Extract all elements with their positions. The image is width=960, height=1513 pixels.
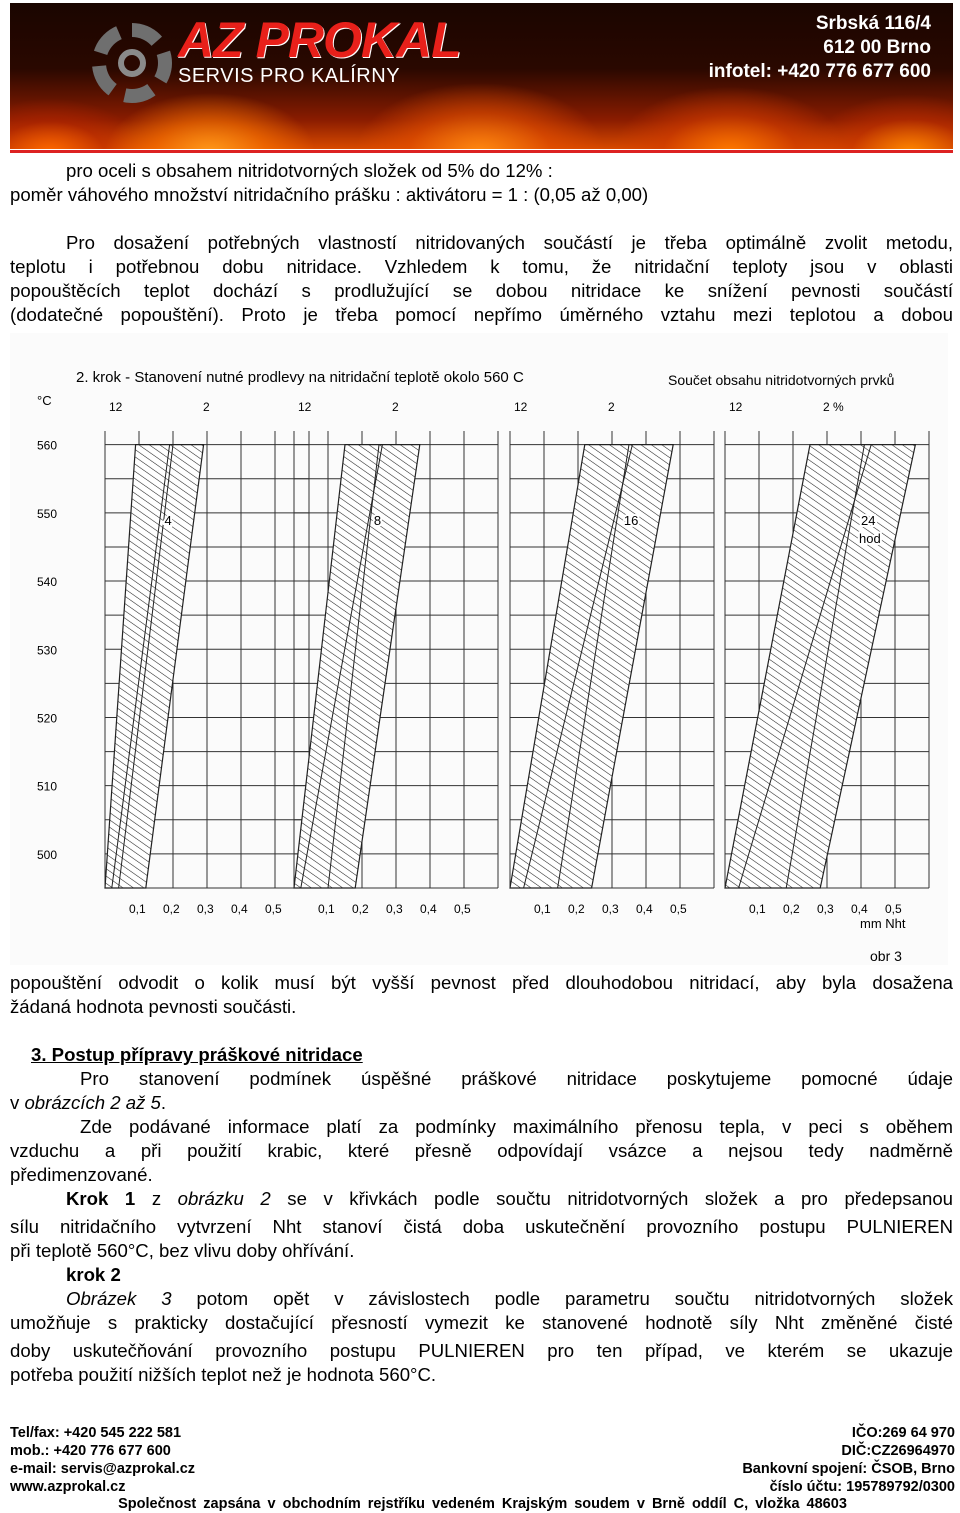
text-line: Pro stanovení podmínek úspěšné práškové nitridace poskytujeme pomocné údaje bbox=[80, 1068, 953, 1089]
text-line: umožňuje s prakticky dostačující přesností vymezit ke stanovené hodnotě síly Nht změněné čisté bbox=[10, 1312, 953, 1334]
chart-legend-title: Součet obsahu nitridotvorných prvků bbox=[668, 372, 895, 388]
x-tick-label: 0,2 bbox=[352, 902, 369, 916]
figure-reference: obrázcích 2 až 5 bbox=[24, 1092, 161, 1113]
step-label: Krok 1 bbox=[66, 1188, 136, 1209]
band-time-label: 8 bbox=[373, 512, 382, 528]
paragraph-tempering bbox=[10, 971, 953, 1019]
text-line bbox=[10, 1287, 953, 1311]
text-line: popouštění odvodit o kolik musí být vyšší pevnost před dlouhodobou nitridací, aby byla dosažena bbox=[10, 972, 953, 993]
x-tick-label: 0,1 bbox=[749, 902, 766, 916]
text-line bbox=[10, 1091, 953, 1115]
address-phone: infotel: +420 776 677 600 bbox=[708, 61, 931, 82]
band-time-label: 24 bbox=[861, 512, 876, 528]
footer-links bbox=[10, 1460, 955, 1496]
x-axis-unit-label: mm Nht bbox=[860, 916, 906, 931]
y-tick-label: 540 bbox=[37, 575, 58, 590]
x-tick-label: 0,3 bbox=[197, 902, 214, 916]
step-label: krok 2 bbox=[66, 1264, 121, 1286]
top-tick-label: 2 % bbox=[823, 400, 844, 414]
footer-email-link[interactable]: e-mail: servis@azprokal.cz bbox=[10, 1461, 196, 1477]
text-line: (dodatečné popouštění). Proto je třeba pomocí nepřímo úměrného vztahu mezi teplotou a dobou bbox=[10, 304, 953, 325]
section-3 bbox=[10, 1043, 953, 1387]
text-run: potom opět v závislostech podle parametru součtu nitridotvorných složek bbox=[171, 1288, 953, 1310]
x-tick-label: 0,4 bbox=[420, 902, 437, 916]
footer-website-link[interactable]: www.azprokal.cz bbox=[10, 1479, 126, 1495]
footer-phone: Tel/fax: +420 545 222 581 bbox=[10, 1425, 182, 1441]
text-line: Zde podávané informace platí za podmínky maximálního přenosu tepla, v peci s oběhem bbox=[80, 1116, 953, 1137]
footer-ico: IČO:269 64 970 bbox=[851, 1425, 955, 1441]
x-tick-label: 0,2 bbox=[783, 902, 800, 916]
x-tick-label: 0,3 bbox=[602, 902, 619, 916]
top-tick-label: 12 bbox=[514, 400, 528, 414]
y-tick-label: 520 bbox=[37, 711, 58, 726]
footer-bank: Bankovní spojení: ČSOB, Brno bbox=[742, 1461, 955, 1477]
nitriding-band bbox=[725, 445, 915, 888]
y-tick-label: 550 bbox=[37, 506, 58, 521]
footer-account: číslo účtu: 195789792/0300 bbox=[769, 1479, 955, 1495]
x-tick-label: 0,2 bbox=[568, 902, 585, 916]
text-line: vzduchu a při použití krabic, které přesně odpovídají vsázce a nejsou tedy nadměrně bbox=[10, 1140, 953, 1161]
x-tick-label: 0,4 bbox=[851, 902, 868, 916]
text-run: pro ten případ, ve kterém se ukazuje bbox=[524, 1340, 953, 1362]
footer-dic: DIČ:CZ26964970 bbox=[841, 1443, 955, 1459]
text-line: teplotu i potřebnou dobu nitridace. Vzhledem k tomu, že nitridační teploty jsou v oblasti bbox=[10, 256, 953, 277]
chart-svg bbox=[10, 333, 948, 965]
address-city: 612 00 Brno bbox=[823, 37, 931, 58]
top-tick-label: 2 bbox=[608, 400, 615, 414]
band-time-label: 16 bbox=[623, 512, 639, 528]
footer-contacts bbox=[10, 1424, 955, 1460]
text-line: potřeba použití nižších teplot než je hodnota 560°C. bbox=[10, 1364, 437, 1386]
text-line: předimenzované. bbox=[10, 1164, 153, 1185]
text-line bbox=[10, 1335, 953, 1363]
figure-reference: Obrázek 3 bbox=[66, 1288, 172, 1310]
gear-logo-icon bbox=[92, 23, 172, 103]
text-line: poměr váhového množství nitridačního prášku : aktivátoru = 1 : (0,05 až 0,00) bbox=[10, 184, 649, 205]
text-run: z bbox=[135, 1188, 178, 1209]
footer-mobile: mob.: +420 776 677 600 bbox=[10, 1443, 171, 1459]
y-axis-label: °C bbox=[37, 393, 52, 408]
header-divider bbox=[10, 150, 953, 153]
x-tick-label: 0,4 bbox=[636, 902, 653, 916]
text-line: Pro dosažení potřebných vlastností nitridovaných součástí je třeba optimálně zvolit metodu, bbox=[66, 232, 953, 253]
x-tick-label: 0,1 bbox=[534, 902, 551, 916]
header-banner bbox=[10, 3, 953, 149]
address-street: Srbská 116/4 bbox=[815, 13, 931, 34]
chart-panels bbox=[37, 400, 929, 916]
x-tick-label: 0,5 bbox=[265, 902, 282, 916]
text-line: pro oceli s obsahem nitridotvorných složek od 5% do 12% : bbox=[66, 160, 553, 181]
x-tick-label: 0,3 bbox=[817, 902, 834, 916]
top-tick-label: 12 bbox=[729, 400, 743, 414]
y-tick-label: 510 bbox=[37, 779, 58, 794]
nitriding-band bbox=[510, 445, 673, 888]
x-tick-label: 0,1 bbox=[318, 902, 335, 916]
text-line bbox=[10, 1187, 953, 1211]
x-tick-label: 0,2 bbox=[163, 902, 180, 916]
chart-title: 2. krok - Stanovení nutné prodlevy na nitridační teplotě okolo 560 C bbox=[76, 369, 524, 386]
top-tick-label: 2 bbox=[203, 400, 210, 414]
text-run: v bbox=[10, 1092, 25, 1113]
text-line: popouštěcích teplot dochází s prodlužující se dobou nitridace ke snížení pevnosti součástí bbox=[10, 280, 953, 301]
y-tick-label: 500 bbox=[37, 847, 58, 862]
x-tick-label: 0,1 bbox=[129, 902, 146, 916]
text-line: při teplotě 560°C, bez vlivu doby ohřívání. bbox=[10, 1240, 355, 1262]
x-tick-label: 0,5 bbox=[454, 902, 471, 916]
text-run: . bbox=[160, 1092, 167, 1113]
text-run: se v křivkách podle součtu nitridotvorných složek a pro předepsanou bbox=[270, 1188, 953, 1209]
nitriding-band bbox=[105, 445, 204, 888]
band-time-label: 4 bbox=[164, 512, 172, 528]
text-run: doby uskutečňování provozního postupu PULNIEREN bbox=[10, 1340, 525, 1362]
nitriding-chart bbox=[10, 333, 948, 965]
footer-registration: Společnost zapsána v obchodním rejstříku vedeném Krajským soudem v Brně oddíl C, vložka 48603 bbox=[118, 1496, 847, 1512]
x-tick-label: 0,4 bbox=[231, 902, 248, 916]
paragraph-ratio bbox=[10, 159, 953, 207]
band-unit-label: hod bbox=[859, 530, 881, 546]
top-tick-label: 12 bbox=[109, 400, 123, 414]
paragraph-method bbox=[10, 231, 953, 327]
top-tick-label: 12 bbox=[298, 400, 312, 414]
text-line bbox=[10, 1211, 953, 1239]
x-tick-label: 0,5 bbox=[670, 902, 687, 916]
logo-subtitle: SERVIS PRO KALÍRNY bbox=[178, 65, 401, 87]
x-tick-label: 0,5 bbox=[885, 902, 902, 916]
y-tick-label: 560 bbox=[37, 438, 58, 453]
section-heading: 3. Postup přípravy práškové nitridace bbox=[31, 1044, 363, 1065]
text-line: žádaná hodnota pevnosti součásti. bbox=[10, 996, 297, 1017]
x-tick-label: 0,3 bbox=[386, 902, 403, 916]
text-run: sílu nitridačního vytvrzení Nht stanoví čistá doba uskutečnění provozního postupu PULNIEREN bbox=[10, 1216, 953, 1238]
top-tick-label: 2 bbox=[392, 400, 399, 414]
y-tick-label: 530 bbox=[37, 643, 58, 658]
logo-title: AZ PROKAL bbox=[178, 12, 461, 68]
figure-reference: obrázku 2 bbox=[177, 1188, 271, 1209]
figure-label: obr 3 bbox=[870, 948, 902, 964]
